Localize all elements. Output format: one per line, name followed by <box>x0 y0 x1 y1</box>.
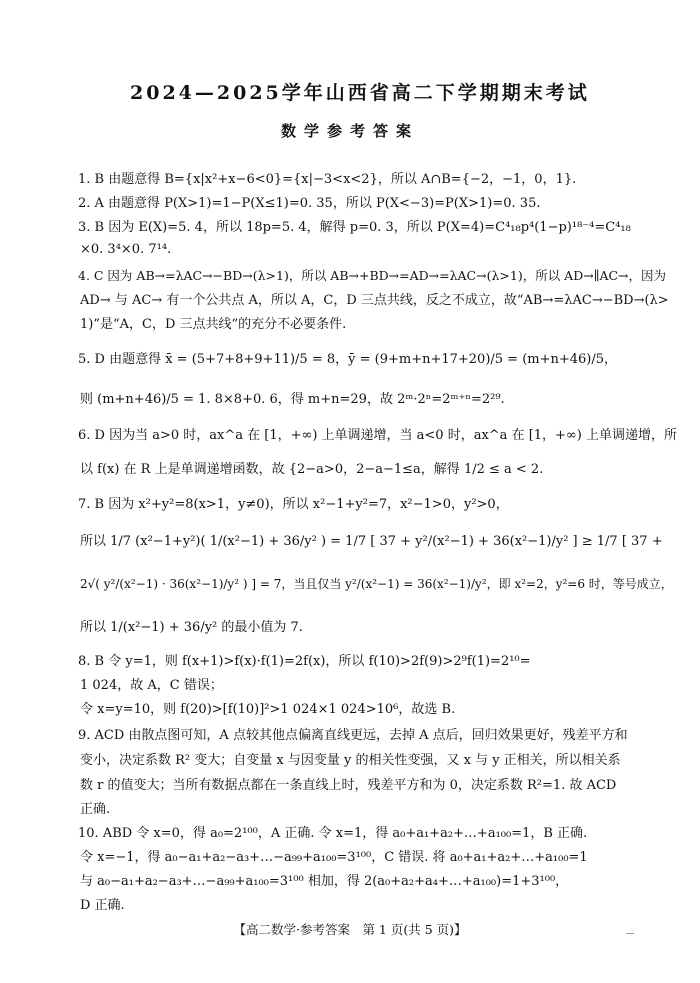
answer-line: 2√( y²/(x²−1) · 36(x²−1)/y² ) ] = 7，当且仅当 y²/(x²−1) = 36(x²−1)/y²，即 x²=2，y²=6 时，等号成立， <box>80 577 673 591</box>
answer-line: 以 f(x) 在 R 上是单调递增函数，故 {2−a>0，2−a−1≤a，解得 1/2 ≤ a < 2. <box>80 462 544 477</box>
answer-line: 3. B 因为 E(X)=5. 4，所以 18p=5. 4，解得 p=0. 3，所以 P(X=4)=C⁴₁₈p⁴(1−p)¹⁸⁻⁴=C⁴₁₈ <box>78 220 631 235</box>
answer-line: 5. D 由题意得 x̄ = (5+7+8+9+11)/5 = 8，ȳ = (9+m+n+17+20)/5 = (m+n+46)/5， <box>78 352 618 367</box>
answer-line: 与 a₀−a₁+a₂−a₃+…−a₉₉+a₁₀₀=3¹⁰⁰ 相加，得 2(a₀+a₂+a₄+…+a₁₀₀)=1+3¹⁰⁰， <box>80 874 569 889</box>
answer-line: AD→ 与 AC→ 有一个公共点 A，所以 A，C，D 三点共线，反之不成立，故“AB→=λAC→−BD→(λ> <box>80 293 669 308</box>
answer-line: 令 x=y=10，则 f(20)>[f(10)]²>1 024×1 024>10⁶，故选 B. <box>80 702 456 717</box>
answer-line: 1)”是“A，C，D 三点共线”的充分不必要条件. <box>80 317 347 332</box>
answer-line: 4. C 因为 AB→=λAC→−BD→(λ>1)，所以 AB→+BD→=AD→=λAC→(λ>1)，所以 AD→∥AC→，因为 <box>78 268 667 283</box>
answer-line: 6. D 因为当 a>0 时，ax^a 在 [1，+∞) 上单调递增，当 a<0 时，ax^a 在 [1，+∞) 上单调递增，所 <box>78 428 677 443</box>
answer-line: 则 (m+n+46)/5 = 1. 8×8+0. 6，得 m+n=29，故 2ᵐ·2ⁿ=2ᵐ⁺ⁿ=2²⁹. <box>80 392 505 407</box>
page-title: 2024—2025学年山西省高二下学期期末考试 <box>130 82 590 104</box>
answer-line: 1. B 由题意得 B={x|x²+x−6<0}={x|−3<x<2}，所以 A∩B={−2，−1，0，1}. <box>78 172 577 187</box>
answer-line: 所以 1/(x²−1) + 36/y² 的最小值为 7. <box>80 620 303 635</box>
answer-line: 9. ACD 由散点图可知，A 点较其他点偏离直线更远，去掉 A 点后，回归效果更好，残差平方和 <box>78 728 628 743</box>
answer-line: 7. B 因为 x²+y²=8(x>1，y≠0)，所以 x²−1+y²=7，x²−1>0，y²>0， <box>78 497 509 512</box>
answer-line: 数 r 的值变大；当所有数据点都在一条直线上时，残差平方和为 0，决定系数 R²=1. 故 ACD <box>80 778 617 793</box>
page-footer: 【高二数学·参考答案 第 1 页(共 5 页)】 <box>233 922 467 937</box>
page-subtitle: 数学参考答案 <box>280 122 419 140</box>
answer-line: ×0. 3⁴×0. 7¹⁴. <box>80 242 172 257</box>
answer-line: 1 024，故 A，C 错误； <box>80 678 223 693</box>
corner-mark <box>626 933 634 934</box>
answer-line: D 正确. <box>80 898 125 913</box>
answer-line: 所以 1/7 (x²−1+y²)( 1/(x²−1) + 36/y² ) = 1/7 [ 37 + y²/(x²−1) + 36(x²−1)/y² ] ≥ 1/7 [ 37 + <box>80 534 663 549</box>
answer-line: 10. ABD 令 x=0，得 a₀=2¹⁰⁰，A 正确. 令 x=1，得 a₀+a₁+a₂+…+a₁₀₀=1，B 正确. <box>78 826 588 841</box>
answer-line: 变小，决定系数 R² 变大；自变量 x 与因变量 y 的相关性变强，又 x 与 y 正相关，所以相关系 <box>80 753 621 768</box>
answer-line: 令 x=−1，得 a₀−a₁+a₂−a₃+…−a₉₉+a₁₀₀=3¹⁰⁰，C 错误. 将 a₀+a₁+a₂+…+a₁₀₀=1 <box>80 850 588 865</box>
answer-line: 8. B 令 y=1，则 f(x+1)>f(x)·f(1)=2f(x)，所以 f(10)>2f(9)>2⁹f(1)=2¹⁰= <box>78 654 531 669</box>
answer-line: 正确. <box>80 802 111 817</box>
answer-line: 2. A 由题意得 P(X>1)=1−P(X≤1)=0. 35，所以 P(X<−3)=P(X>1)=0. 35. <box>78 196 541 211</box>
